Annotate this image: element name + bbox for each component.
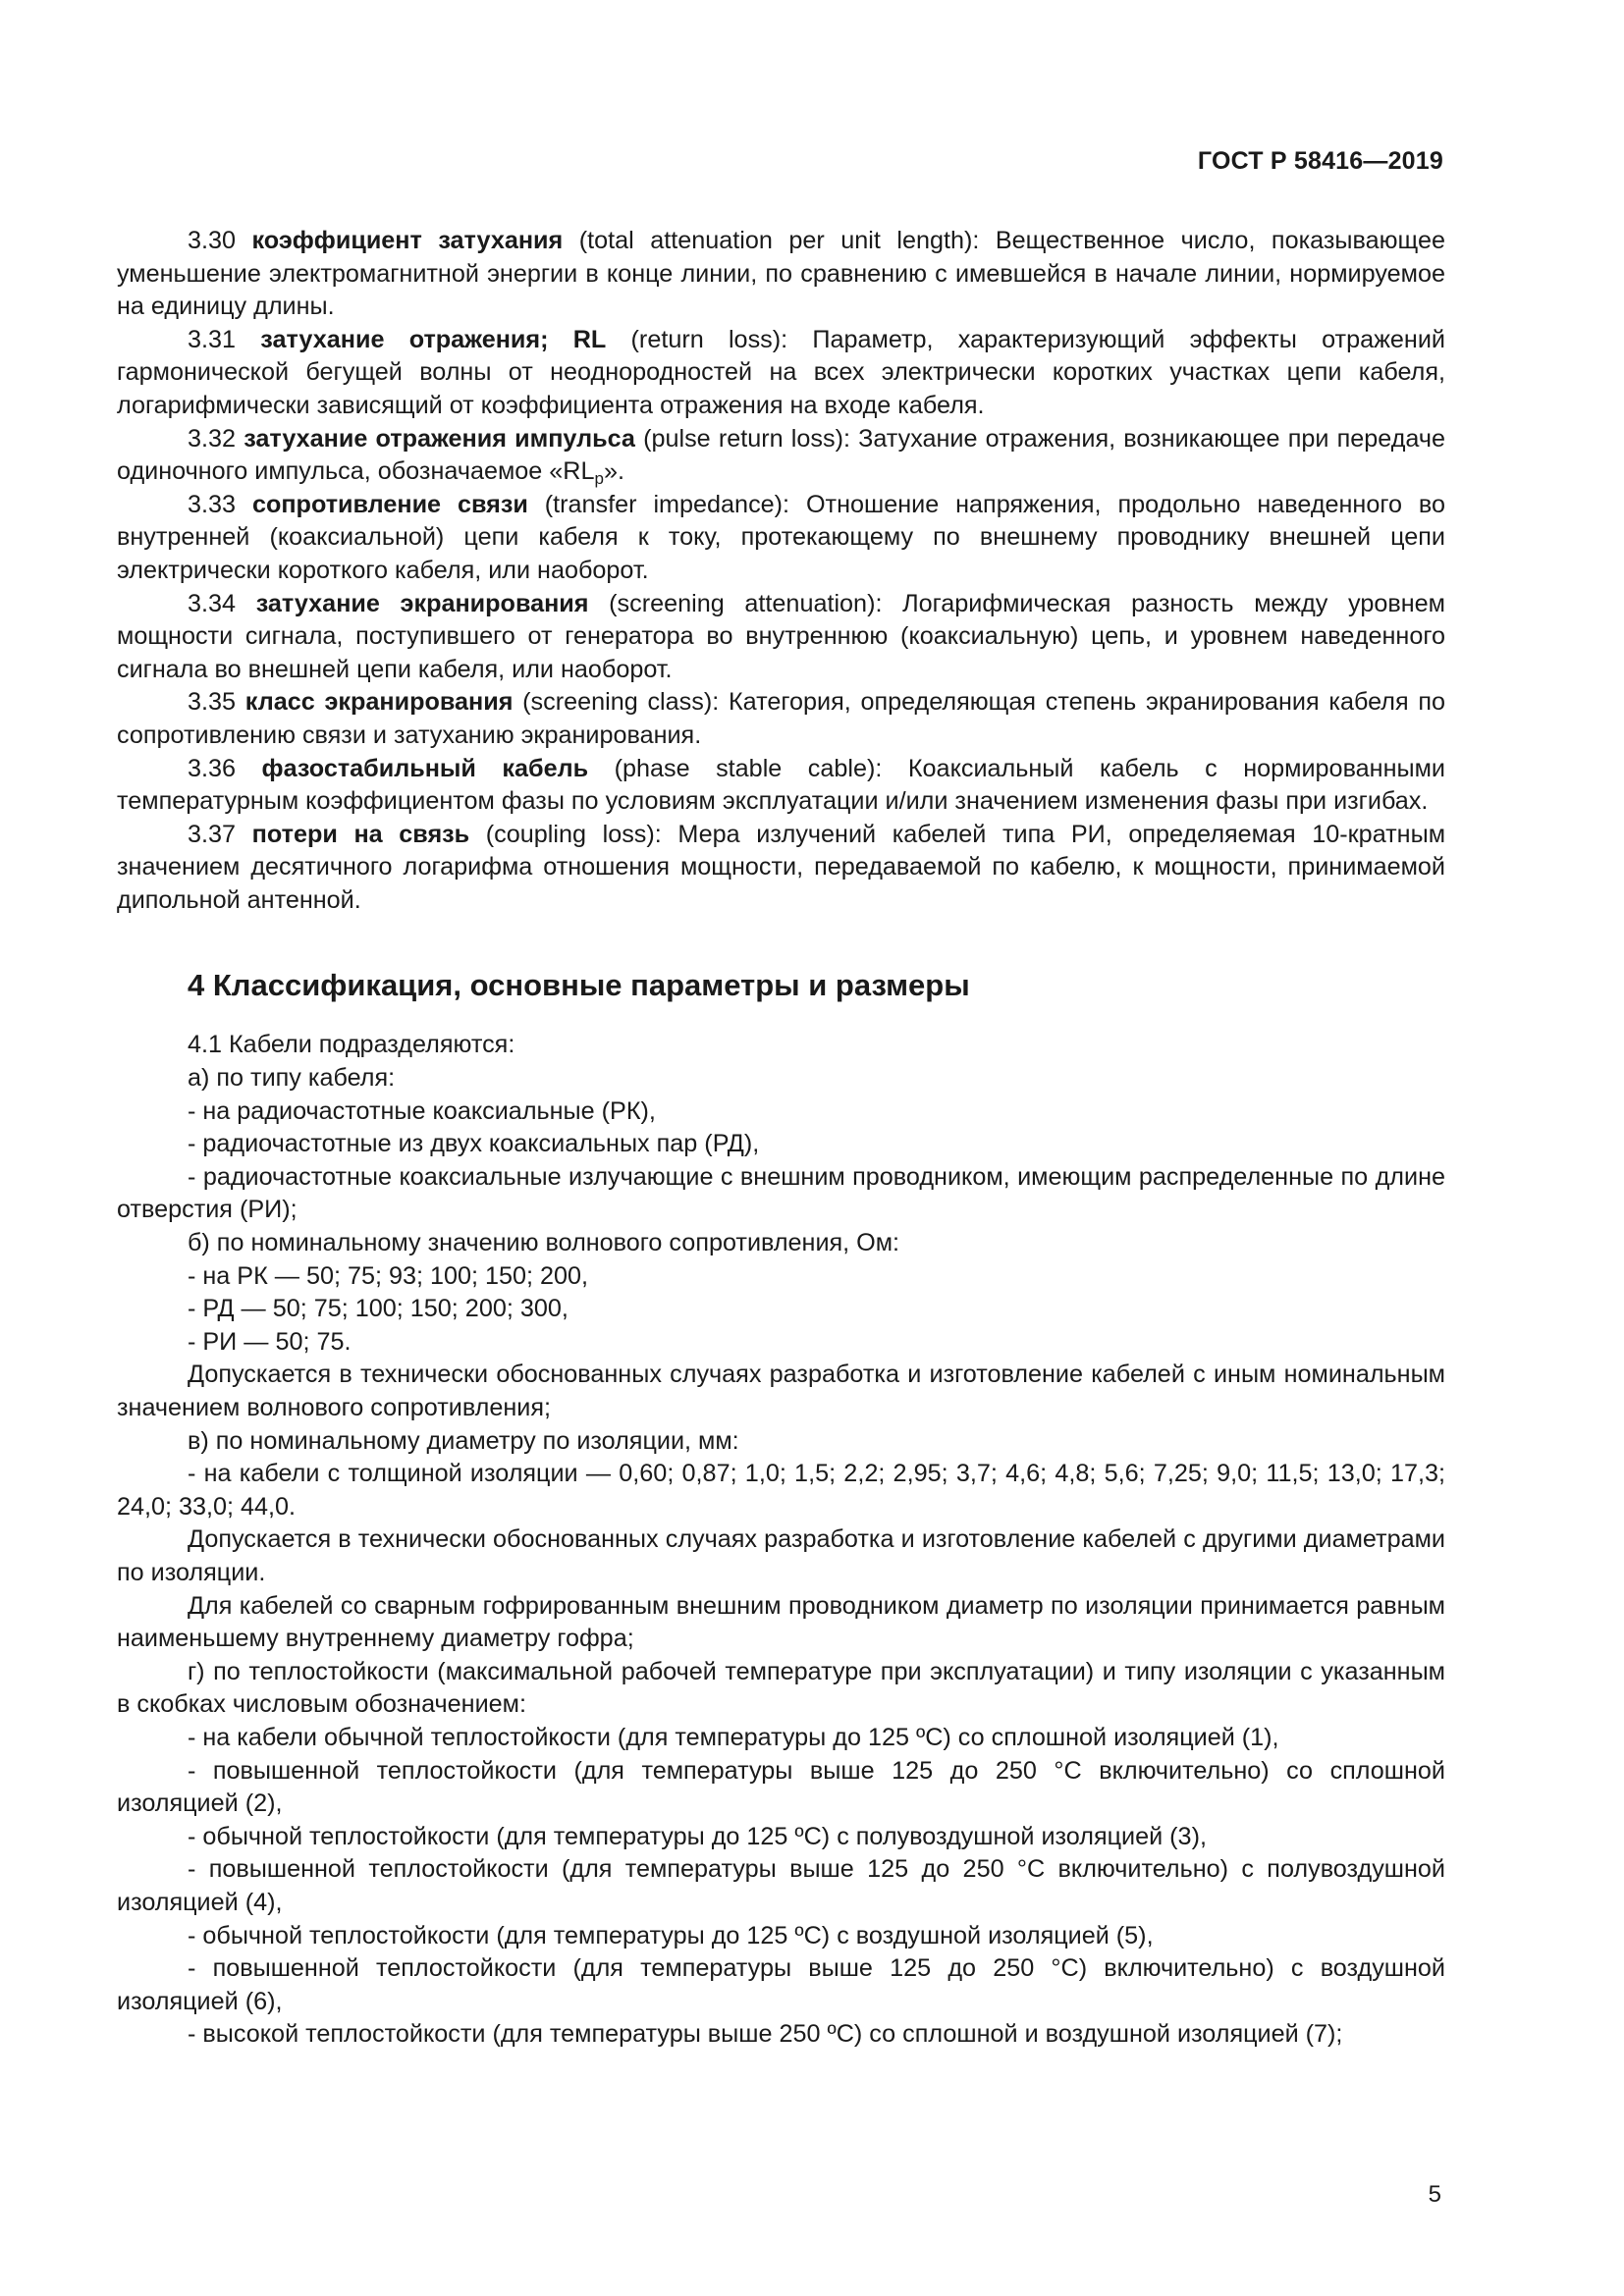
paragraph: Допускается в технически обоснованных случаях разработка и изготовление кабелей с иным номинальным значением волнового сопротивления; [117, 1361, 1445, 1421]
list-item: - на радиочастотные коаксиальные (РК), [188, 1096, 656, 1125]
definition-term: класс экранирования [244, 688, 514, 717]
list-item: - повышенной теплостойкости (для температуры выше 125 до 250 °С) включительно) с воздушной изоляцией (6), [117, 1954, 1445, 2015]
page-number: 5 [1428, 2181, 1441, 2208]
list-item: - радиочастотные коаксиальные излучающие с внешним проводником, имеющим распределенные по длине отверстия (РИ); [117, 1162, 1445, 1224]
definition-3-36: 3.36 фазостабильный кабель (phase stable cable): Коаксиальный кабель с нормированными температурным коэффициентом фазы по условиям эксплуатации и/или значением изменения фазы при изгибах. [117, 754, 1445, 816]
definition-term: затухание отражения импульса [244, 424, 635, 453]
definition-3-35: 3.35 класс экранирования (screening class): Категория, определяющая степень экранирования кабеля по сопротивлению связи и затуханию экранирования. [117, 688, 1445, 749]
definition-term: фазостабильный кабель [261, 754, 589, 782]
paragraph: а) по типу кабеля: [188, 1064, 396, 1093]
list-item: - повышенной теплостойкости (для температуры выше 125 до 250 °С включительно) со сплошной изоляцией (2), [117, 1756, 1445, 1818]
definition-3-30: 3.30 коэффициент затухания (total attenuation per unit length): Вещественное число, показывающее уменьшение электромагнитной энергии в конце линии, по сравнению с имевшейся в начале линии, нормируемое на единицу длины. [117, 227, 1445, 321]
definition-term: затухание экранирования [255, 589, 589, 617]
paragraph: Для кабелей со сварным гофрированным внешним проводником диаметр по изоляции принимается равным наименьшему внутреннему диаметру гофра; [117, 1591, 1445, 1653]
section-4-paragraphs [117, 1029, 1445, 2051]
list-item: - РД — 50; 75; 100; 150; 200; 300, [188, 1295, 568, 1323]
list-item: - на РК — 50; 75; 93; 100; 150; 200, [188, 1261, 589, 1290]
definition-term: коэффициент затухания [251, 227, 564, 254]
subscript: p [594, 469, 604, 489]
paragraph: 4.1 Кабели подразделяются: [188, 1031, 515, 1059]
list-item: - на кабели обычной теплостойкости (для температуры до 125 ºС) со сплошной изоляцией (1), [188, 1723, 1279, 1751]
definition-3-33: 3.33 сопротивление связи (transfer impedance): Отношение напряжения, продольно наведенного во внутренней (коаксиальной) цепи кабеля к току, протекающему по внешнему проводнику внешней цепи электрически короткого кабеля, или наоборот. [117, 490, 1446, 584]
definition-3-31: 3.31 затухание отражения; RL (return loss): Параметр, характеризующий эффекты отражений гармонической бегущей волны от неоднородностей на всех электрически коротких участках цепи кабеля, логарифмически зависящий от коэффициента отражения на входе кабеля. [117, 325, 1445, 419]
list-item: - на кабели с толщиной изоляции — 0,60; 0,87; 1,0; 1,5; 2,2; 2,95; 3,7; 4,6; 4,8; 5,6; 7,25; 9,0; 11,5; 13,0; 17,3; 24,0; 33,0; 44,0. [117, 1460, 1445, 1521]
definition-term: затухание отражения; RL [260, 325, 607, 353]
list-item: - высокой теплостойкости (для температуры выше 250 ºС) со сплошной и воздушной изоляцией (7); [188, 2020, 1343, 2049]
document-code-header: ГОСТ Р 58416—2019 [1197, 147, 1443, 175]
list-item: - радиочастотные из двух коаксиальных пар (РД), [188, 1130, 760, 1158]
paragraph: Допускается в технически обоснованных случаях разработка и изготовление кабелей с другими диаметрами по изоляции. [117, 1525, 1445, 1586]
definition-3-32: 3.32 затухание отражения импульса (pulse return loss): Затухание отражения, возникающее при передаче одиночного импульса, обозначаемое «$RL_p$». [117, 424, 1445, 489]
definition-term: потери на связь [251, 820, 470, 848]
list-item: - повышенной теплостойкости (для температуры выше 125 до 250 °С включительно) с полувоздушной изоляцией (4), [117, 1855, 1445, 1916]
paragraph: в) по номинальному диаметру по изоляции, мм: [188, 1426, 739, 1455]
definitions-list [117, 225, 1445, 917]
list-item: - обычной теплостойкости (для температуры до 125 ºС) с воздушной изоляцией (5), [188, 1921, 1154, 1949]
list-item: - обычной теплостойкости (для температуры до 125 ºС) с полувоздушной изоляцией (3), [188, 1822, 1207, 1850]
paragraph: б) по номинальному значению волнового сопротивления, Ом: [188, 1229, 900, 1257]
list-item: - РИ — 50; 75. [188, 1327, 352, 1356]
paragraph: г) по теплостойкости (максимальной рабочей температуре при эксплуатации) и типу изоляции с указанным в скобках числовым обозначением: [117, 1657, 1445, 1719]
document-body [117, 225, 1445, 2052]
section-heading: 4 Классификация, основные параметры и размеры [188, 968, 970, 1003]
definition-3-37: 3.37 потери на связь (coupling loss): Мера излучений кабелей типа РИ, определяемая 10-кратным значением десятичного логарифма отношения мощности, передаваемой по кабелю, к мощности, принимаемой дипольной антенной. [117, 820, 1446, 914]
definition-term: сопротивление связи [251, 490, 528, 518]
definition-3-34: 3.34 затухание экранирования (screening attenuation): Логарифмическая разность между уровнем мощности сигнала, поступившего от генератора во внутреннюю (коаксиальную) цепь, и уровнем наведенного сигнала во внешней цепи кабеля, или наоборот. [117, 589, 1445, 683]
